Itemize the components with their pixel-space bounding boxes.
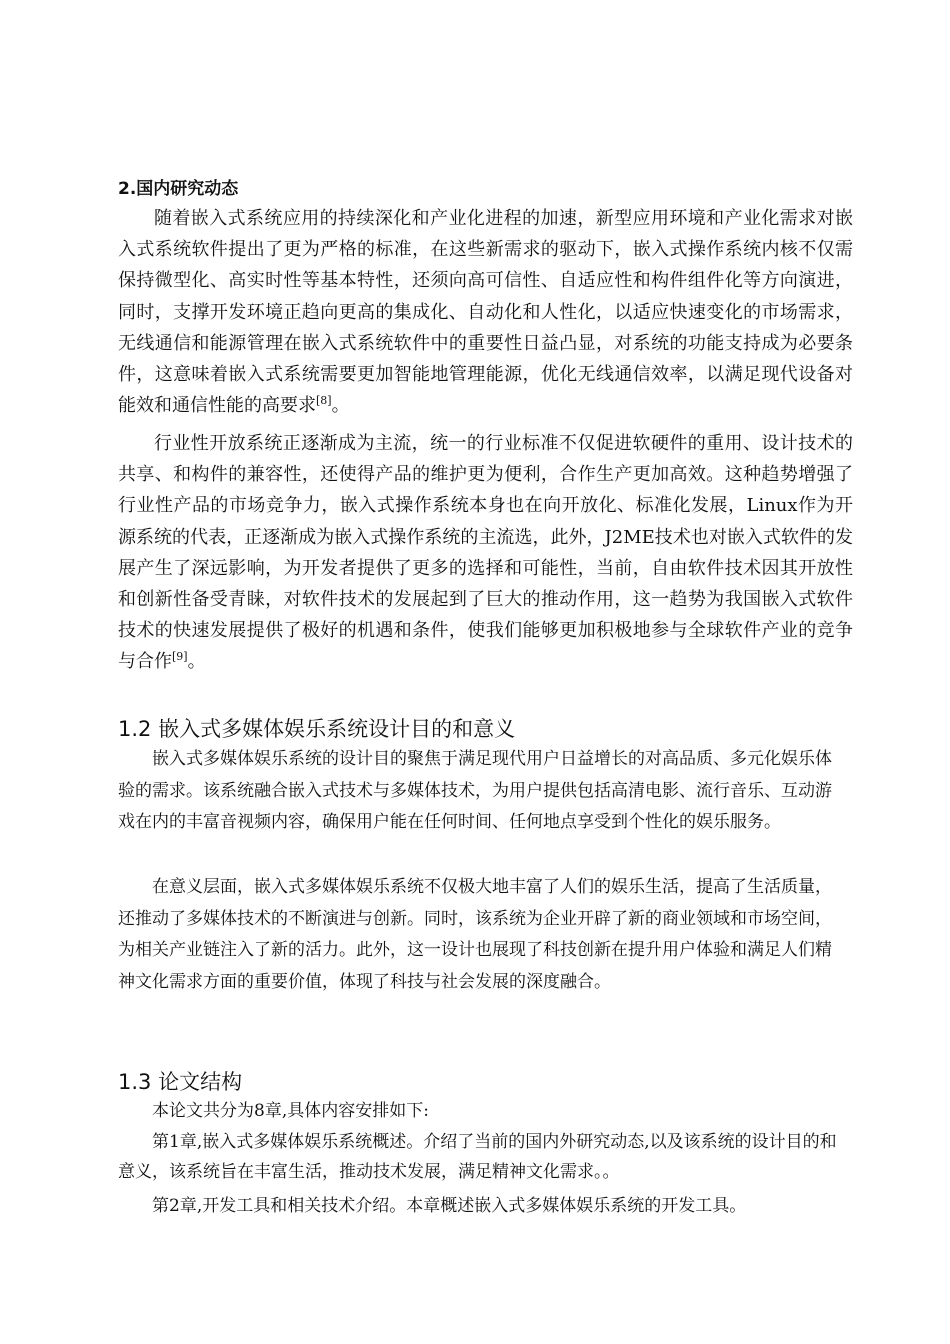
paragraph-chapter-2: 第2章,开发工具和相关技术介绍。本章概述嵌入式多媒体娱乐系统的开发工具。 (152, 1196, 747, 1216)
paragraph-domestic-2 (118, 428, 853, 678)
paragraph-purpose-2: 在意义层面，嵌入式多媒体娱乐系统不仅极大地丰富了人们的娱乐生活，提高了生活质量，还推动了多媒体技术的不断演进与创新。同时，该系统为企业开辟了新的商业领域和市场空间，为相关产业链注入了新的活力。此外，这一设计也展现了科技创新在提升用户体验和满足人们精神文化需求方面的重要价值，体现了科技与社会发展的深度融合。 (118, 877, 832, 992)
section-heading-thesis-structure: 1.3 论文结构 (118, 1070, 243, 1094)
section-heading-domestic-research: 2.国内研究动态 (118, 179, 239, 199)
paragraph-text: 行业性开放系统正逐渐成为主流，统一的行业标准不仅促进软硬件的重用、设计技术的共享、和构件的兼容性，还使得产品的维护更为便利，合作生产更加高效。这种趋势增强了行业性产品的市场竞争力，嵌入式操作系统本身也在向开放化、标准化发展，Linux作为开源系统的代表，正逐渐成为嵌入式操作系统的主流选，此外，J2ME技术也对嵌入式软件的发展产生了深远影响，为开发者提供了更多的选择和可能性，当前，自由软件技术因其开放性和创新性备受青睐，对软件技术的发展起到了巨大的推动作用，这一趋势为我国嵌入式软件技术的快速发展提供了极好的机遇和条件，使我们能够更加积极地参与全球软件产业的竞争与合作 (118, 433, 853, 673)
paragraph-chapter-1: 第1章,嵌入式多媒体娱乐系统概述。介绍了当前的国内外研究动态,以及该系统的设计目的和意义，该系统旨在丰富生活，推动技术发展，满足精神文化需求。。 (118, 1132, 837, 1182)
paragraph-end: 。 (331, 395, 350, 417)
paragraph-domestic-1 (118, 203, 853, 421)
paragraph-text: 随着嵌入式系统应用的持续深化和产业化进程的加速，新型应用环境和产业化需求对嵌入式系统软件提出了更为严格的标准，在这些新需求的驱动下，嵌入式操作系统内核不仅需保持微型化、高实时性等基本特性，还须向高可信性、自适应性和构件组件化等方向演进，同时，支撑开发环境正趋向更高的集成化、自动化和人性化，以适应快速变化的市场需求，无线通信和能源管理在嵌入式系统软件中的重要性日益凸显，对系统的功能支持成为必要条件，这意味着嵌入式系统需要更加智能地管理能源，优化无线通信效率，以满足现代设备对能效和通信性能的高要求 (118, 208, 853, 417)
paragraph-purpose-1: 嵌入式多媒体娱乐系统的设计目的聚焦于满足现代用户日益增长的对高品质、多元化娱乐体验的需求。该系统融合嵌入式技术与多媒体技术，为用户提供包括高清电影、流行音乐、互动游戏在内的丰富音视频内容，确保用户能在任何时间、任何地点享受到个性化的娱乐服务。 (118, 749, 832, 832)
citation-ref: [9] (172, 650, 188, 664)
paragraph-structure-intro: 本论文共分为8章,具体内容安排如下: (152, 1101, 429, 1121)
citation-ref: [8] (316, 394, 332, 408)
paragraph-end: 。 (187, 651, 206, 673)
section-heading-design-purpose: 1.2 嵌入式多媒体娱乐系统设计目的和意义 (118, 717, 516, 741)
